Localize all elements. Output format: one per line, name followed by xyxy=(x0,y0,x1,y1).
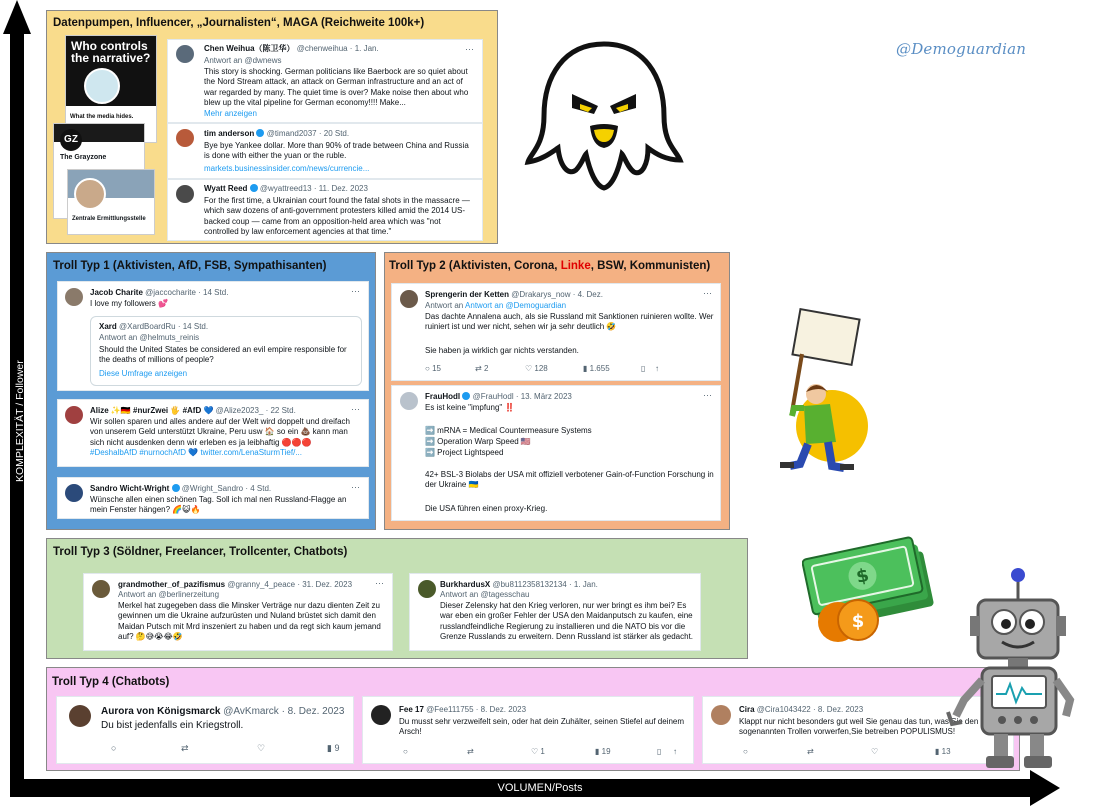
tweet-handle: @timand2037 · 20 Std. xyxy=(266,129,350,138)
type3-panel-title: Troll Typ 3 (Söldner, Freelancer, Trollcenter, Chatbots) xyxy=(53,546,348,558)
avatar xyxy=(69,705,91,727)
avatar xyxy=(92,580,110,598)
tweet-author: Jacob Charite xyxy=(90,288,143,297)
bookmark-icon[interactable]: ▯ xyxy=(641,364,646,373)
views-button[interactable]: ▮ 19 xyxy=(595,747,611,756)
tweet-card[interactable] xyxy=(167,123,483,179)
views-button[interactable]: ▮ 1.655 xyxy=(583,364,610,373)
x-axis-label: VOLUMEN/Posts xyxy=(497,782,583,794)
avatar xyxy=(176,129,194,147)
y-axis-arrowhead xyxy=(3,0,31,34)
type4-panel-title: Troll Typ 4 (Chatbots) xyxy=(52,676,170,688)
type2-panel-title: Troll Typ 2 (Aktivisten, Corona, Linke, BSW, Kommunisten) xyxy=(389,260,711,272)
avatar xyxy=(400,290,418,308)
tweet-author: Wyatt Reed xyxy=(204,184,248,193)
views-button[interactable]: ▮ 13 xyxy=(935,747,951,756)
ermittlungsstelle-card xyxy=(67,169,155,235)
poll-link[interactable]: Diese Umfrage anzeigen xyxy=(99,369,188,378)
quote-reply-to: Antwort an @helmuts_reinis xyxy=(99,333,200,342)
reply-button[interactable]: ○ xyxy=(111,743,117,753)
tweet-handle: @bu8112358132134 · 1. Jan. xyxy=(492,580,598,589)
tweet-text: This story is shocking. German politicians like Baerbock are so quiet about the Nord Stream attack, an attack on German infrastructure and an act of war regarded by many. The quiet time is over? Make noise then about who blew up the vital pipeline for German economy!!!! Make... xyxy=(204,67,469,108)
tweet-card[interactable] xyxy=(409,573,701,651)
tweet-card[interactable]: Sprengerin der Ketten @Drakarys_now · 4. Dez. ··· Antwort an Antwort an @Demoguardian Das dachte Annalena auch, als sie Russland mit Sanktionen ruinieren wollte. Wer ruiniert ist und wer nicht, sehen wir ja sehr deutlich 🤣 Sie haben ja wirklich gar nichts verstanden. ○ 15 ⇄ 2 ♡ 128 ▮ 1.655 ▯ ↑ xyxy=(391,283,721,381)
tweet-actions xyxy=(743,747,951,757)
tweet-card[interactable] xyxy=(56,696,354,764)
troll-type-2-panel xyxy=(384,252,730,530)
tweet-actions xyxy=(111,743,339,753)
troll-type-3-panel xyxy=(46,538,748,659)
reply-button[interactable]: ○ xyxy=(403,747,408,756)
ermittlungsstelle-name: Zentrale Ermittlungsstelle xyxy=(72,216,146,222)
share-icon[interactable]: ↑ xyxy=(655,364,659,373)
show-more-link[interactable]: Mehr anzeigen xyxy=(204,109,257,118)
tweet-actions xyxy=(425,364,659,374)
tweet-text: Bye bye Yankee dollar. More than 90% of trade between China and Russia is done with either the yuan or the ruble. xyxy=(204,141,469,161)
quoted-tweet[interactable] xyxy=(90,316,362,386)
more-icon[interactable]: ··· xyxy=(351,286,360,296)
like-button[interactable]: ♡ xyxy=(871,747,879,756)
tweet-text: Klappt nur nicht besonders gut weil Sie genau das tun, was Sie den sogenannten Trollen vorwerfen,Sie betreiben POPULISMUS! xyxy=(739,717,979,737)
tweet-text: Wir sollen sparen und alles andere auf der Welt wird doppelt und dreifach von unserem Geld unterstützt Ukraine, Peru usw 🏠 so ein 💩 kann man sich nicht ausdenken denn wir erleben es ja leibhaftig 🔴🔴🔴 xyxy=(90,417,350,447)
avatar xyxy=(176,45,194,63)
tweet-handle: @FrauHodl · 13. März 2023 xyxy=(472,392,572,401)
tweet-card[interactable] xyxy=(57,399,369,467)
tweet-text: For the first time, a Ukrainian court found the fatal shots in the massacre — which saw dozens of anti-government protesters killed amid the 2014 US-backed coup — came from an opposition-held area which was "not controlled by law enforcement agencies at that time." xyxy=(204,196,470,237)
tweet-text: Du bist jedenfalls ein Kriegstroll. xyxy=(101,720,244,731)
share-icon[interactable]: ↑ xyxy=(673,747,677,756)
tweet-reply-to: Antwort an @dwnews xyxy=(204,56,282,65)
tweet-author: FrauHodl xyxy=(425,392,461,401)
tweet-line: ➡️ Operation Warp Speed 🇺🇸 xyxy=(425,437,531,446)
quote-author: Xard xyxy=(99,322,117,331)
linke-highlight: Linke xyxy=(560,260,591,272)
robot-icon xyxy=(942,566,1076,772)
tweet-hashtags[interactable]: #DeshalbAfD #nurnochAfD 💙 twitter.com/LenaSturmTief/... xyxy=(90,448,302,457)
reply-button[interactable]: ○ xyxy=(743,747,748,756)
tweet-handle: @wyattreed13 · 11. Dez. 2023 xyxy=(259,184,368,193)
tweet-author: Sandro Wicht-Wright xyxy=(90,484,170,493)
ermittlungsstelle-avatar xyxy=(74,178,106,210)
tweet-author: Cira xyxy=(739,705,755,714)
more-icon[interactable]: ··· xyxy=(351,404,360,414)
tweet-handle: @AvKmarck · 8. Dez. 2023 xyxy=(223,706,345,717)
tweet-author: Alize ✨🇩🇪 #nurZwei 🖐 #AfD 💙 xyxy=(90,406,214,415)
verified-icon xyxy=(462,392,470,400)
tweet-text: Dieser Zelensky hat den Krieg verloren, nur wer bringt es ihm bei? Es war eben ein großer Fehler der USA den Maidanputsch zu kaufen, eine russlandfeindliche Regierung zu installieren und die NATO bis vor die Grenze Russlands zu erweitern. Denn Russland ist stärker als gedacht. xyxy=(440,601,694,642)
media-category-panel xyxy=(46,10,498,244)
verified-icon xyxy=(172,484,180,492)
tweet-line: 42+ BSL-3 Biolabs der USA mit offiziell verbotener Gain-of-Function Forschung in der Ukraine 🇺🇦 xyxy=(425,470,714,490)
more-icon[interactable]: ··· xyxy=(703,390,712,400)
y-axis-label-wrap xyxy=(14,360,26,682)
repost-button[interactable]: ⇄ xyxy=(181,743,189,753)
repost-button[interactable]: ⇄ xyxy=(807,747,814,756)
tweet-card[interactable] xyxy=(57,281,369,391)
tweet-author: Aurora von Königsmarck xyxy=(101,706,221,717)
y-axis-label: KOMPLEXITÄT / Follower xyxy=(14,360,26,482)
tweet-handle: @Cira1043422 · 8. Dez. 2023 xyxy=(756,705,864,714)
verified-icon xyxy=(250,184,258,192)
tweet-reply-to[interactable]: Antwort an @Demoguardian xyxy=(465,301,567,310)
tweet-actions xyxy=(403,747,677,757)
avatar xyxy=(400,392,418,410)
more-icon[interactable]: ··· xyxy=(375,578,384,588)
watermark: @Demoguardian xyxy=(896,40,1027,58)
tweet-handle: @Drakarys_now · 4. Dez. xyxy=(511,290,603,299)
avatar xyxy=(65,484,83,502)
repost-button[interactable]: ⇄ 2 xyxy=(475,364,489,373)
tweet-link[interactable]: markets.businessinsider.com/news/currencie... xyxy=(204,164,370,173)
like-button[interactable]: ♡ 1 xyxy=(531,747,545,756)
tweet-line: ➡️ mRNA = Medical Countermeasure Systems xyxy=(425,426,592,435)
like-button[interactable]: ♡ xyxy=(257,743,266,753)
tweet-author: Sprengerin der Ketten xyxy=(425,290,510,299)
tweet-handle: @chenweihua · 1. Jan. xyxy=(296,44,379,53)
type1-panel-title: Troll Typ 1 (Aktivisten, AfD, FSB, Sympathisanten) xyxy=(53,260,327,272)
avatar xyxy=(418,580,436,598)
svg-text:$: $ xyxy=(854,564,871,588)
tweet-line: ➡️ Project Lightspeed xyxy=(425,448,504,457)
tweet-card[interactable] xyxy=(83,573,393,651)
protester-with-sign-icon xyxy=(770,308,870,476)
more-icon[interactable]: ··· xyxy=(703,288,712,298)
more-icon[interactable]: ··· xyxy=(351,482,360,492)
bookmark-icon[interactable]: ▯ xyxy=(657,747,662,756)
avatar xyxy=(711,705,731,725)
troll-type-1-panel xyxy=(46,252,376,530)
ghost-icon xyxy=(524,36,684,196)
reply-button[interactable]: ○ 15 xyxy=(425,364,441,373)
tweet-author: Fee 17 xyxy=(399,705,424,714)
avatar xyxy=(371,705,391,725)
troll-type-4-panel xyxy=(46,667,1020,771)
tweet-line: Es ist keine "impfung" ‼️ xyxy=(425,403,515,412)
narrative-caption: What the media hides. xyxy=(70,114,134,120)
tweet-text: Das dachte Annalena auch, als sie Russland mit Sanktionen ruinieren wollte. Wer ruiniert ist und wer nicht, sehen wir ja sehr deutlich 🤣 xyxy=(425,312,714,332)
views-button[interactable]: ▮ 9 xyxy=(327,743,340,753)
tweet-text: Du musst sehr verzweifelt sein, oder hat dein Zuhälter, seinen Stiefel auf deinem Arsch! xyxy=(399,717,685,737)
tweet-handle: @jaccocharite · 14 Std. xyxy=(145,288,229,297)
grayzone-name: The Grayzone xyxy=(60,154,107,161)
verified-icon xyxy=(256,129,264,137)
avatar xyxy=(65,406,83,424)
tweet-text: I love my followers 💕 xyxy=(90,299,168,308)
narrative-headline: Who controls the narrative? xyxy=(71,39,151,65)
tweet-card[interactable] xyxy=(167,39,483,123)
repost-button[interactable]: ⇄ xyxy=(467,747,474,756)
tweet-text: Wünsche allen einen schönen Tag. Soll ich mal nen Russland-Flagge an mein Fenster hängen? 🌈😺🔥 xyxy=(90,495,347,515)
grayzone-logo: GZ xyxy=(60,129,82,151)
tweet-line: Die USA führen einen proxy-Krieg. xyxy=(425,504,548,513)
media-panel-title: Datenpumpen, Influencer, „Journalisten“, MAGA (Reichweite 100k+) xyxy=(53,17,425,29)
like-button[interactable]: ♡ 128 xyxy=(525,364,548,373)
x-axis-arrowhead xyxy=(1030,770,1060,806)
more-icon[interactable]: ··· xyxy=(465,44,474,54)
avatar xyxy=(65,288,83,306)
tweet-card[interactable] xyxy=(167,179,483,241)
tweet-author: grandmother_of_pazifismus xyxy=(118,580,226,589)
tweet-handle: @Alize2023_ · 22 Std. xyxy=(215,406,296,415)
tweet-text-2: Sie haben ja wirklich gar nichts verstanden. xyxy=(425,346,579,355)
quote-handle: @XardBoardRu · 14 Std. xyxy=(119,322,209,331)
tweet-author: BurkhardusX xyxy=(440,580,491,589)
svg-text:$: $ xyxy=(851,611,865,632)
narrative-avatar xyxy=(84,68,120,104)
tweet-card[interactable] xyxy=(57,477,369,519)
avatar xyxy=(176,185,194,203)
quote-text: Should the United States be considered an evil empire responsible for the deaths of millions of people? xyxy=(99,345,347,365)
tweet-author: tim anderson xyxy=(204,129,255,138)
tweet-reply-to: Antwort an @tagesschau xyxy=(440,590,530,599)
tweet-handle: @Wright_Sandro · 4 Std. xyxy=(181,484,272,493)
tweet-reply-to: Antwort an @berlinerzeitung xyxy=(118,590,220,599)
tweet-text: Merkel hat zugegeben dass die Minsker Verträge nur dazu dienten Zeit zu gewinnen um die Ukraine aufzurüsten und Nuland brüstet sich damit den Maidan Putsch mit Mrd inszeniert zu haben und da regt sich kaum jemand auf? 🤔😅😭😂🤣 xyxy=(118,601,381,642)
tweet-handle: @Fee111755 · 8. Dez. 2023 xyxy=(426,705,527,714)
tweet-card[interactable] xyxy=(362,696,694,764)
tweet-card[interactable] xyxy=(391,385,721,521)
tweet-handle: @granny_4_peace · 31. Dez. 2023 xyxy=(227,580,353,589)
money-and-coins-icon xyxy=(802,532,942,644)
tweet-author: Chen Weihua（陈卫华） xyxy=(204,44,295,53)
